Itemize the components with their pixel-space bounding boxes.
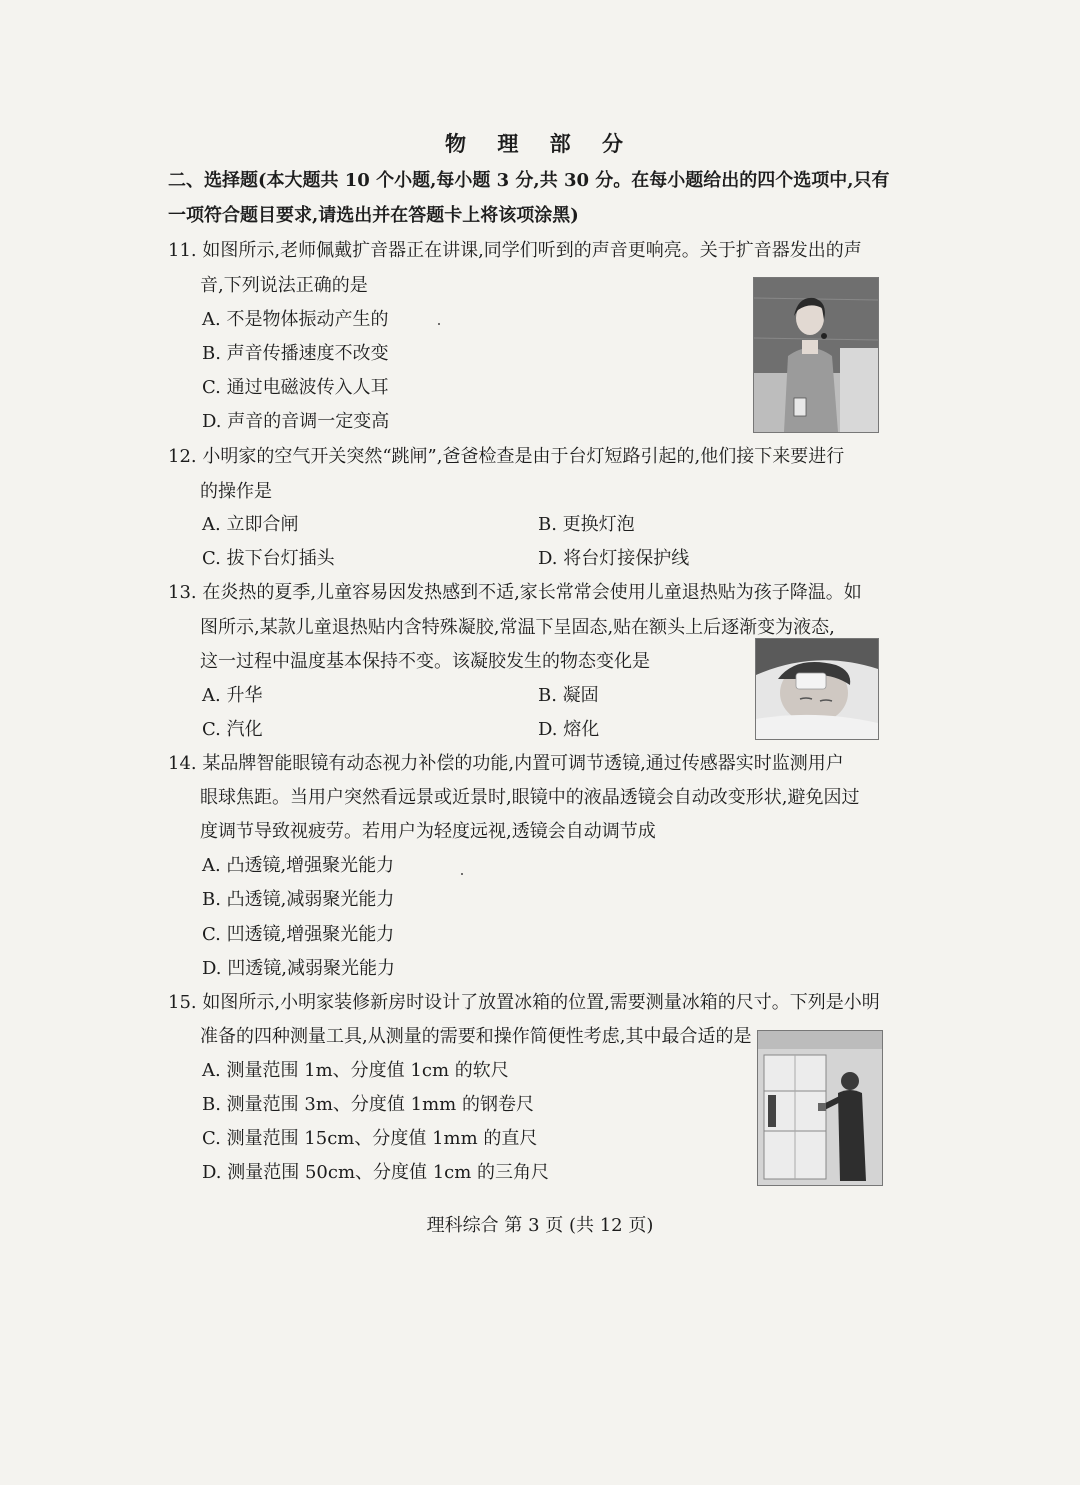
question-12-option-b: B. 更换灯泡 <box>538 514 635 535</box>
question-12-line-2: 的操作是 <box>200 481 272 502</box>
question-13-line-2: 图所示,某款儿童退热贴内含特殊凝胶,常温下呈固态,贴在额头上后逐渐变为液态, <box>200 617 835 638</box>
question-14-option-d: D. 凹透镜,减弱聚光能力 <box>202 958 395 979</box>
scan-speck <box>461 873 463 875</box>
question-14-line-1: 14. 某品牌智能眼镜有动态视力补偿的功能,内置可调节透镜,通过传感器实时监测用户 <box>168 753 844 774</box>
question-12-option-a: A. 立即合闸 <box>202 514 299 535</box>
question-15-option-c: C. 测量范围 15cm、分度值 1mm 的直尺 <box>202 1128 538 1149</box>
question-12-option-d: D. 将台灯接保护线 <box>538 548 690 569</box>
question-12-option-c: C. 拔下台灯插头 <box>202 548 335 569</box>
question-11-option-d: D. 声音的音调一定变高 <box>202 411 390 432</box>
question-13-option-a: A. 升华 <box>202 685 263 706</box>
question-13-option-d: D. 熔化 <box>538 719 600 740</box>
teacher-with-microphone-photo <box>753 277 879 433</box>
question-15-option-d: D. 测量范围 50cm、分度值 1cm 的三角尺 <box>202 1162 550 1183</box>
man-measuring-cabinet-photo <box>757 1030 883 1186</box>
question-14-line-2: 眼球焦距。当用户突然看远景或近景时,眼镜中的液晶透镜会自动改变形状,避免因过 <box>200 787 860 808</box>
question-14-option-b: B. 凸透镜,减弱聚光能力 <box>202 889 395 910</box>
question-11-option-c: C. 通过电磁波传入人耳 <box>202 377 389 398</box>
section-instructions-line-1: 二、选择题(本大题共 10 个小题,每小题 3 分,共 30 分。在每小题给出的四个选项中,只有 <box>168 170 890 191</box>
scan-speck <box>438 323 440 325</box>
question-15-line-1: 15. 如图所示,小明家装修新房时设计了放置冰箱的位置,需要测量冰箱的尺寸。下列是小明 <box>168 992 880 1013</box>
question-15-line-2: 准备的四种测量工具,从测量的需要和操作简便性考虑,其中最合适的是 <box>200 1026 752 1047</box>
page-footer: 理科综合 第 3 页 (共 12 页) <box>426 1215 654 1236</box>
question-15-option-a: A. 测量范围 1m、分度值 1cm 的软尺 <box>202 1060 509 1081</box>
question-11-line-1: 11. 如图所示,老师佩戴扩音器正在讲课,同学们听到的声音更响亮。关于扩音器发出的声 <box>168 240 862 261</box>
question-14-option-a: A. 凸透镜,增强聚光能力 <box>202 855 395 876</box>
question-12-line-1: 12. 小明家的空气开关突然“跳闸”,爸爸检查是由于台灯短路引起的,他们接下来要进行 <box>168 446 845 467</box>
question-15-option-b: B. 测量范围 3m、分度值 1mm 的钢卷尺 <box>202 1094 534 1115</box>
question-11-option-b: B. 声音传播速度不改变 <box>202 343 389 364</box>
question-13-line-1: 13. 在炎热的夏季,儿童容易因发热感到不适,家长常常会使用儿童退热贴为孩子降温。如 <box>168 582 862 603</box>
question-11-line-2: 音,下列说法正确的是 <box>200 275 368 296</box>
question-11-option-a: A. 不是物体振动产生的 <box>202 309 389 330</box>
section-title: 物 理 部 分 <box>445 131 635 156</box>
question-14-option-c: C. 凹透镜,增强聚光能力 <box>202 924 395 945</box>
question-13-line-3: 这一过程中温度基本保持不变。该凝胶发生的物态变化是 <box>200 651 650 672</box>
section-instructions-line-2: 一项符合题目要求,请选出并在答题卡上将该项涂黑) <box>168 205 579 226</box>
question-14-line-3: 度调节导致视疲劳。若用户为轻度远视,透镜会自动调节成 <box>200 821 656 842</box>
child-with-cooling-patch-photo <box>755 638 879 740</box>
question-13-option-b: B. 凝固 <box>538 685 599 706</box>
question-13-option-c: C. 汽化 <box>202 719 263 740</box>
